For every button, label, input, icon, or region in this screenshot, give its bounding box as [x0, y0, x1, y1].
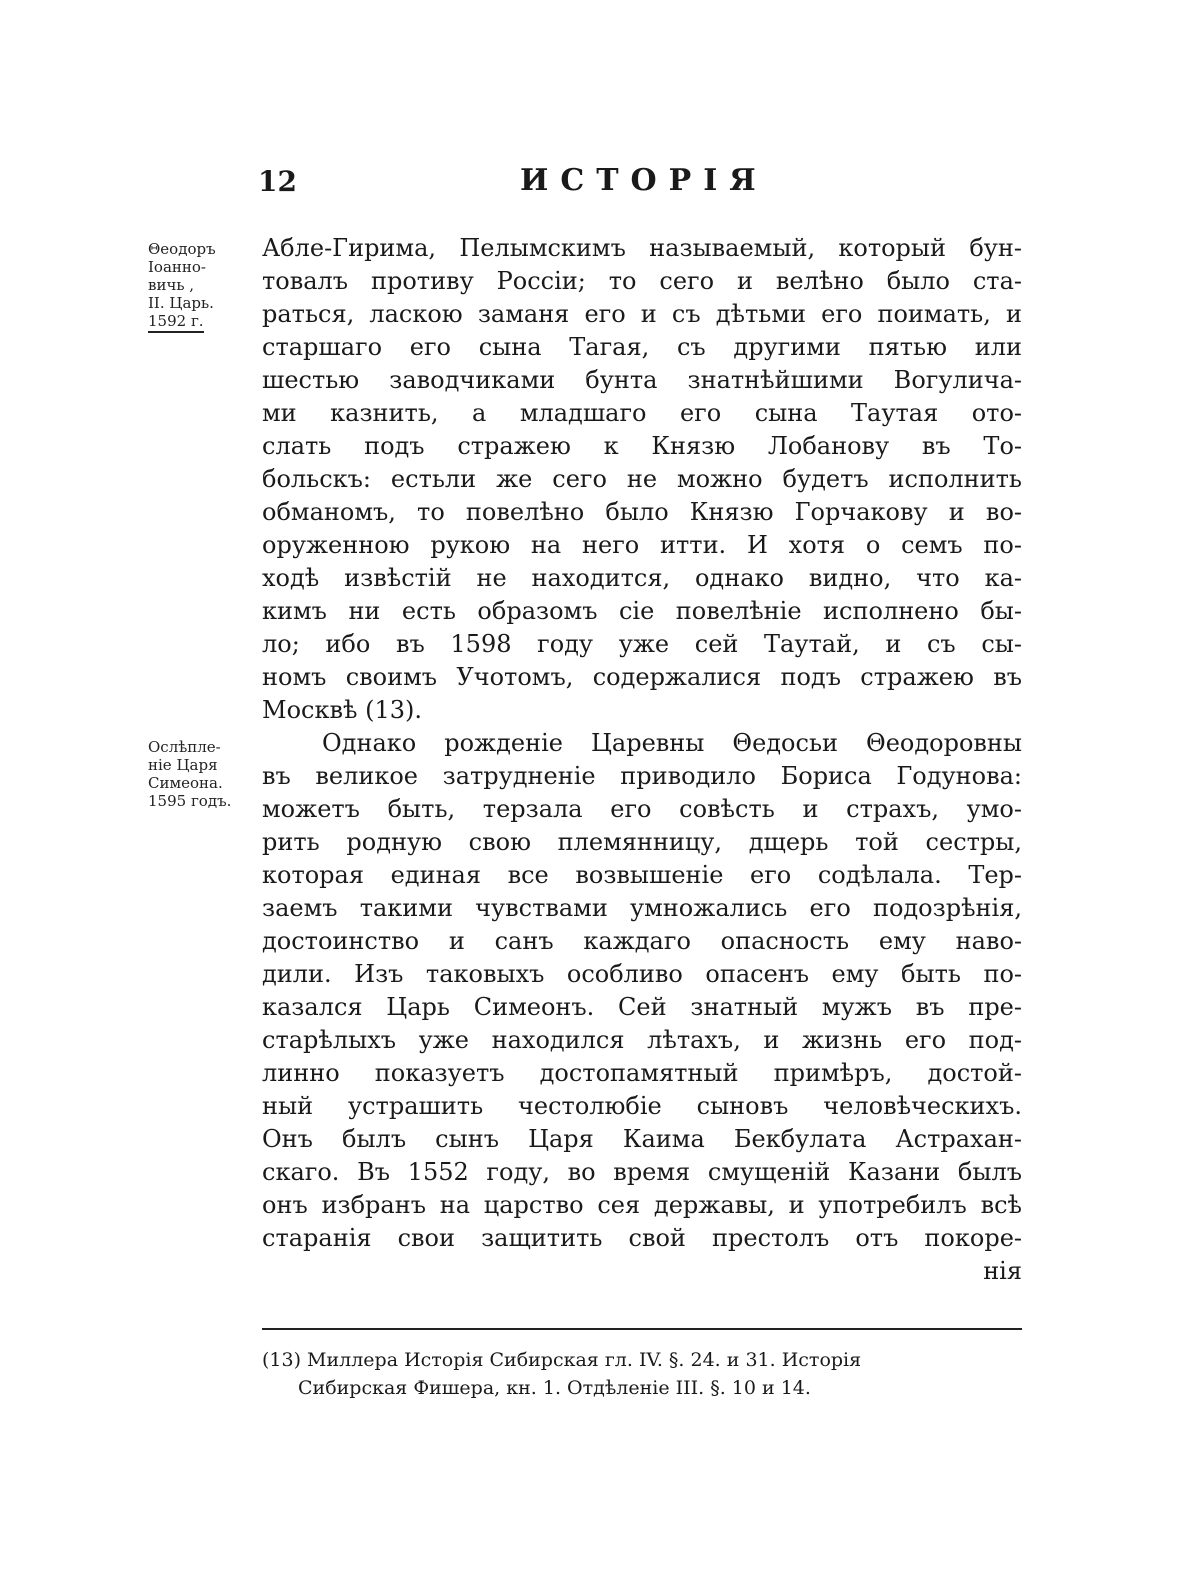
text-line: Москвѣ (13).	[262, 696, 422, 724]
footnote-line: (13) Миллера Исторія Сибирская гл. IV. §. 24. и 31. Исторія	[262, 1349, 862, 1371]
text-line: кимъ ни есть образомъ сіе повелѣніе исполнено бы-	[262, 597, 1022, 625]
margin-note-line: Θеодоръ	[148, 240, 216, 258]
text-line: достоинство и санъ каждаго опасность ему наво-	[262, 927, 1022, 955]
text-line: рить родную свою племянницу, дщерь той сестры,	[262, 828, 1022, 856]
text-line: ный устрашить честолюбіе сыновъ человѣческихъ.	[262, 1092, 1022, 1120]
margin-note-line: II. Царь.	[148, 294, 214, 312]
margin-note-line: вичь ,	[148, 276, 195, 294]
margin-note-line: Іоанно-	[148, 258, 206, 276]
text-line: ло; ибо въ 1598 году уже сей Таутай, и съ сы-	[262, 630, 1022, 658]
text-line: шестью заводчиками бунта знатнѣйшими Вогулича-	[262, 366, 1022, 394]
text-line: товалъ противу Россіи; то сего и велѣно было ста-	[262, 267, 1022, 295]
footnote-line: Сибирская Фишера, кн. 1. Отдѣленіе III. §. 10 и 14.	[298, 1377, 811, 1399]
margin-note-fyodor	[148, 240, 260, 330]
text-line: скаго. Въ 1552 году, во время смущеній Казани былъ	[262, 1158, 1022, 1186]
text-line: оруженною рукою на него итти. И хотя о семъ по-	[262, 531, 1022, 559]
text-line: Абле-Гирима, Пелымскимъ называемый, который бун-	[262, 234, 1022, 262]
margin-note-year: 1595 годъ.	[148, 792, 232, 810]
text-line: ми казнить, а младшаго его сына Таутая ото-	[262, 399, 1022, 427]
text-line: линно показуетъ достопамятный примѣръ, достой-	[262, 1059, 1022, 1087]
text-line: въ великое затрудненіе приводило Бориса Годунова:	[262, 762, 1022, 790]
margin-note-line: ніе Царя	[148, 756, 218, 774]
text-line: больскъ: естьли же сего не можно будетъ исполнить	[262, 465, 1022, 493]
text-line: номъ своимъ Учотомъ, содержалися подъ стражею въ	[262, 663, 1022, 691]
text-line: старанія свои защитить свой престолъ отъ покоре-	[262, 1224, 1022, 1252]
margin-note-simeon	[148, 738, 260, 810]
margin-note-line: Ослѣпле-	[148, 738, 221, 756]
text-line: старшаго его сына Тагая, съ другими пятью или	[262, 333, 1022, 361]
text-line: дили. Изъ таковыхъ особливо опасенъ ему быть по-	[262, 960, 1022, 988]
paragraph-start-line: Однако рожденіе Царевны Θедосьи Θеодоровны	[322, 729, 1022, 757]
footnote-rule	[262, 1328, 1022, 1330]
text-line: которая единая все возвышеніе его содѣлала. Тер-	[262, 861, 1022, 889]
text-line: казался Царь Симеонъ. Сей знатный мужъ въ пре-	[262, 993, 1022, 1021]
footnotes	[262, 1346, 1022, 1402]
catchword: нія	[983, 1257, 1022, 1285]
text-line: онъ избранъ на царство сея державы, и употребилъ всѣ	[262, 1191, 1022, 1219]
margin-note-line: Симеона.	[148, 774, 223, 792]
text-line: можетъ быть, терзала его совѣсть и страхъ, умо-	[262, 795, 1022, 823]
running-head: ИСТОРІЯ	[520, 163, 768, 198]
body-text	[262, 232, 1022, 1288]
text-line: Онъ былъ сынъ Царя Каима Бекбулата Астрахан-	[262, 1125, 1022, 1153]
text-line: обманомъ, то повелѣно было Князю Горчакову и во-	[262, 498, 1022, 526]
text-line: заемъ такими чувствами умножались его подозрѣнія,	[262, 894, 1022, 922]
margin-note-year: 1592 г.	[148, 312, 204, 333]
text-line: слать подъ стражею к Князю Лобанову въ То-	[262, 432, 1022, 460]
text-line: ходѣ извѣстій не находится, однако видно, что ка-	[262, 564, 1022, 592]
page-number: 12	[258, 165, 297, 198]
text-line: старѣлыхъ уже находился лѣтахъ, и жизнь его под-	[262, 1026, 1022, 1054]
text-line: раться, ласкою заманя его и съ дѣтьми его поимать, и	[262, 300, 1022, 328]
